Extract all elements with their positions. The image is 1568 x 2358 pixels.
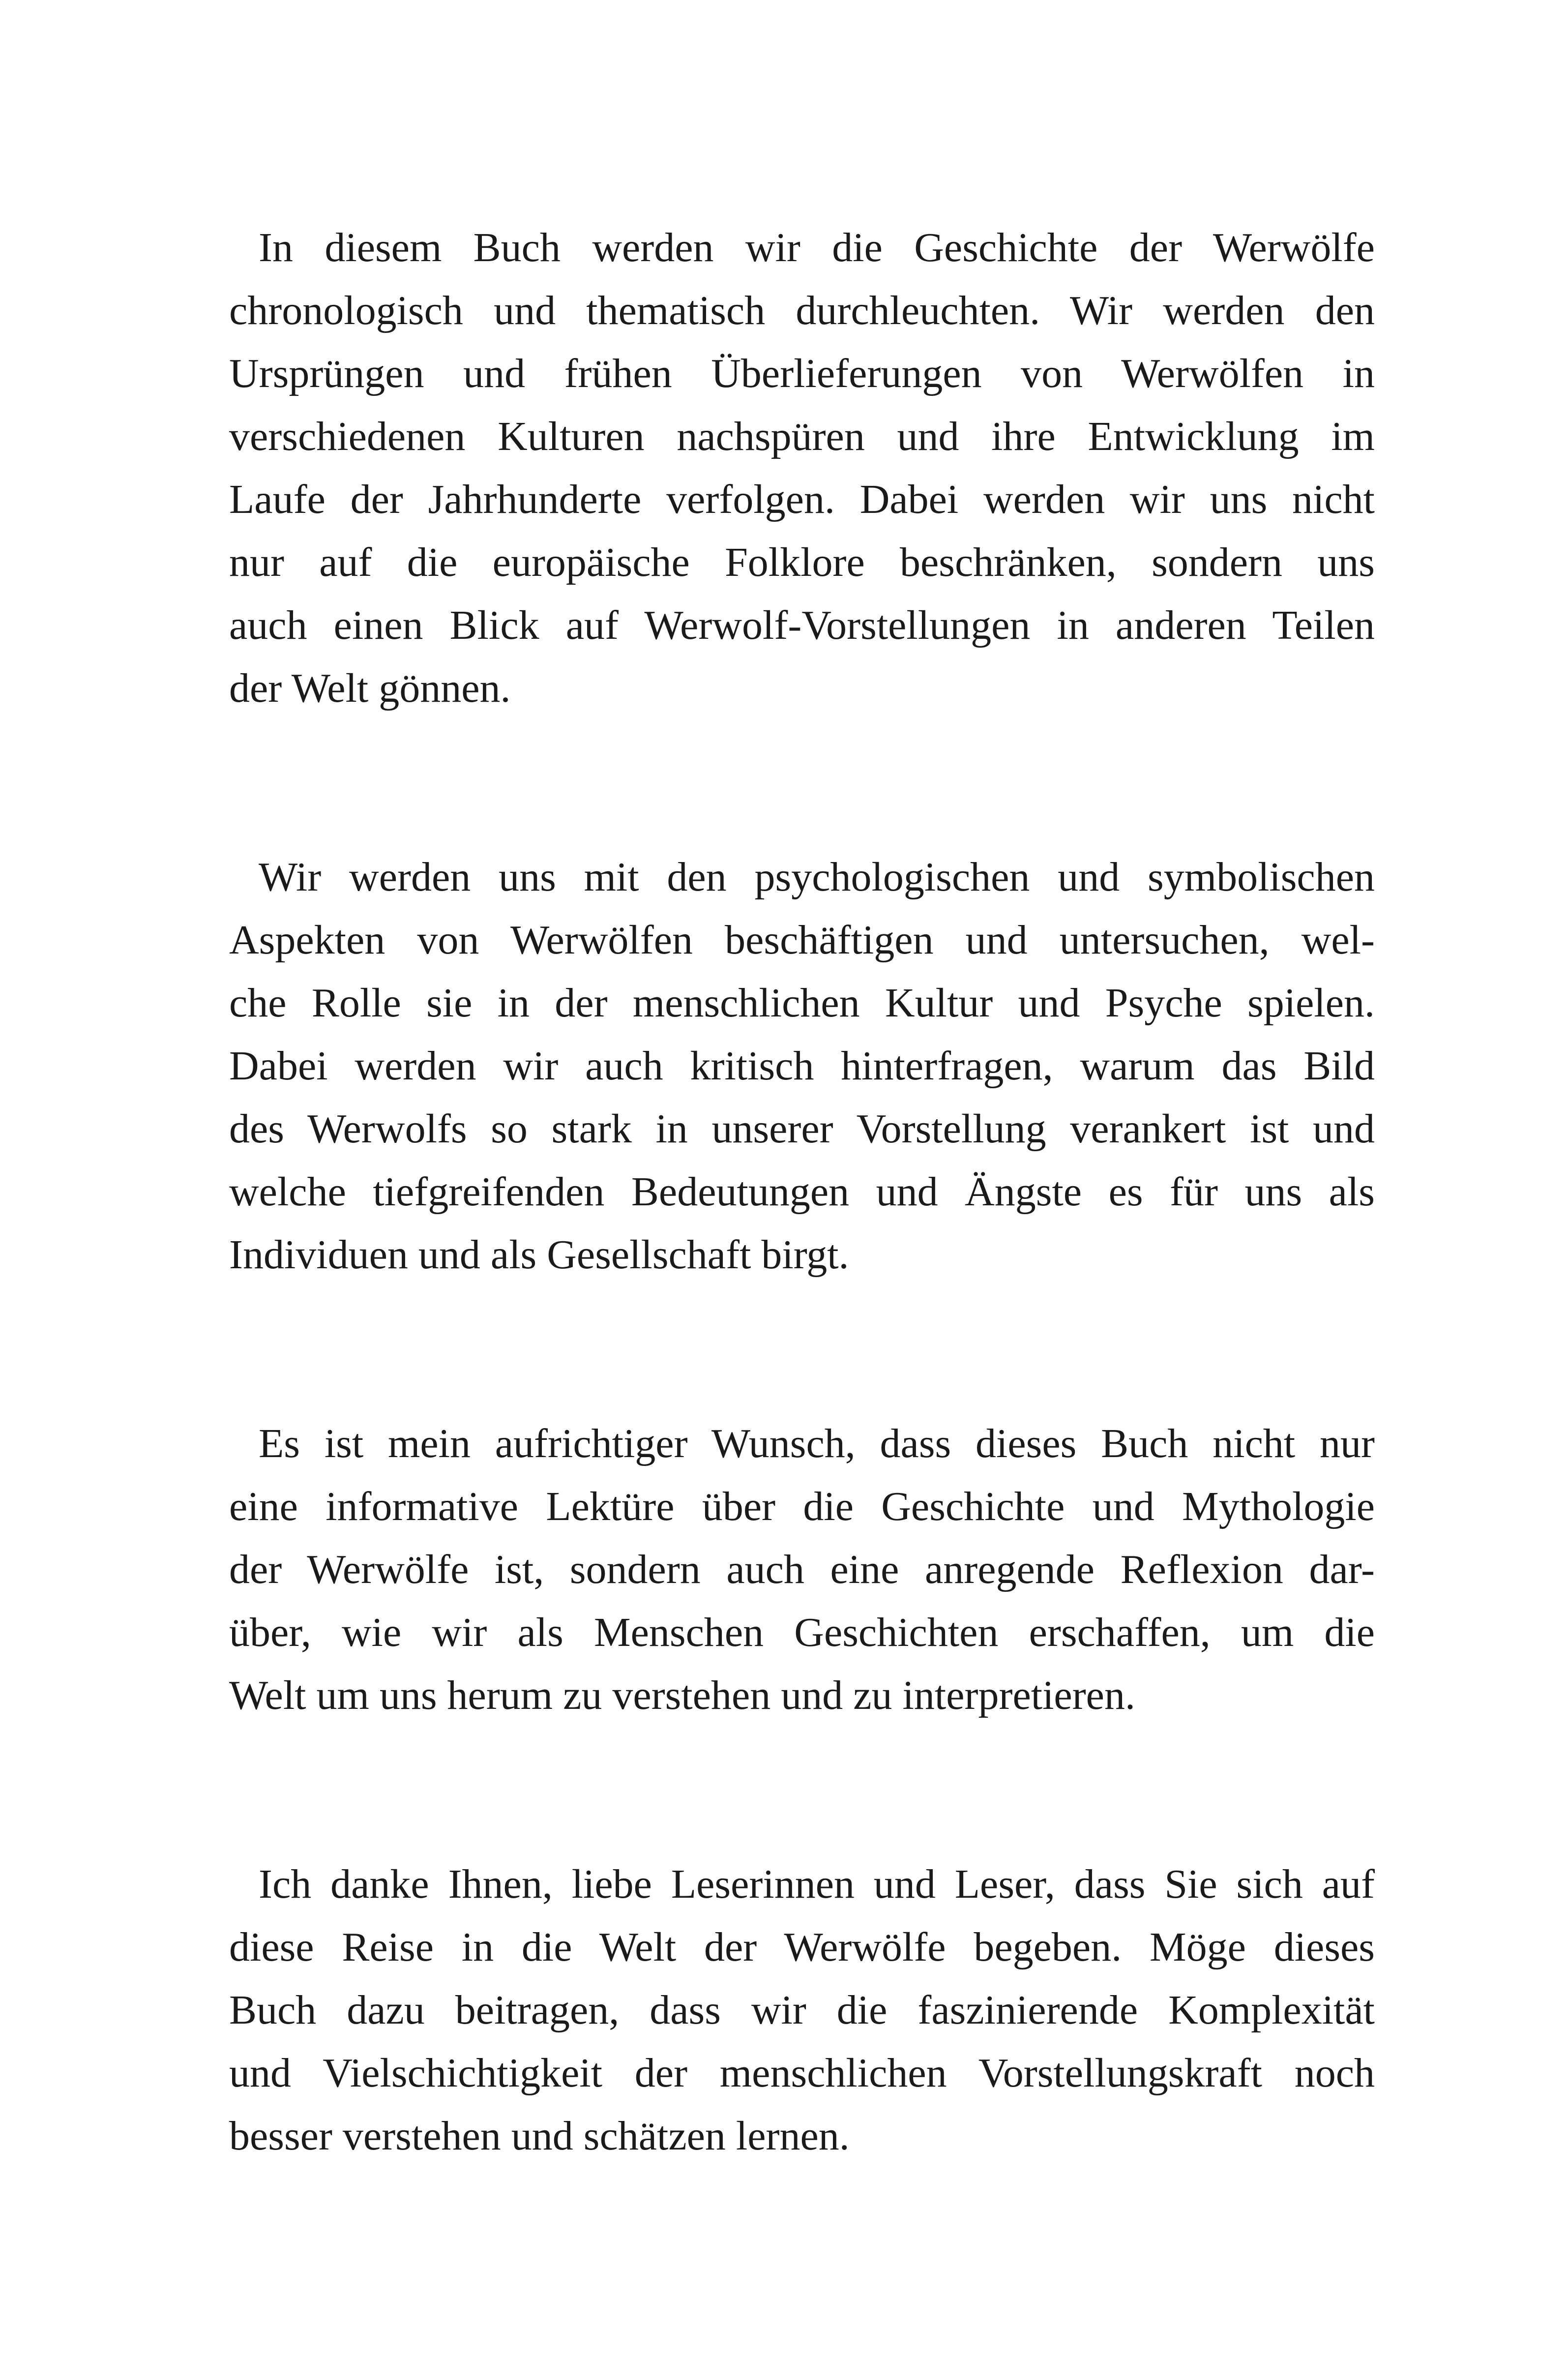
text-line: chronologisch und thematisch durchleuchten. Wir werden den [229,288,1375,333]
text-line: über, wie wir als Menschen Geschichten erschaffen, um die [229,1610,1375,1655]
text-line: Aspekten von Werwölfen beschäftigen und untersuchen, wel- [229,917,1375,963]
paragraph-1 [229,216,1375,720]
paragraph-3 [229,1412,1375,1727]
text-line: welche tiefgreifenden Bedeutungen und Ängste es für uns als [229,1169,1375,1215]
text-line: Wir werden uns mit den psychologischen und symbolischen [259,854,1375,900]
body-text [229,216,1375,2168]
paragraph-2 [229,846,1375,1286]
text-line: auch einen Blick auf Werwolf-Vorstellungen in anderen Teilen [229,602,1375,648]
text-line: und Vielschichtigkeit der menschlichen Vorstellungskraft noch [229,2050,1375,2096]
text-line: che Rolle sie in der menschlichen Kultur und Psyche spielen. [229,980,1375,1026]
text-line: Dabei werden wir auch kritisch hinterfragen, warum das Bild [229,1043,1375,1089]
text-line: Es ist mein aufrichtiger Wunsch, dass dieses Buch nicht nur [259,1421,1375,1466]
text-line: Buch dazu beitragen, dass wir die faszinierende Komplexität [229,1987,1375,2033]
paragraph-gap [229,1727,1375,1853]
paragraph-4 [229,1853,1375,2168]
text-line: nur auf die europäische Folklore beschränken, sondern uns [229,539,1375,585]
text-line: des Werwolfs so stark in unserer Vorstellung verankert ist und [229,1106,1375,1152]
text-line: Laufe der Jahrhunderte verfolgen. Dabei werden wir uns nicht [229,477,1375,522]
text-line: Individuen und als Gesellschaft birgt. [229,1232,849,1278]
text-line: Ursprüngen und frühen Überlieferungen von Werwölfen in [229,351,1375,396]
text-line: verschiedenen Kulturen nachspüren und ihre Entwicklung im [229,414,1375,459]
text-line: eine informative Lektüre über die Geschichte und Mythologie [229,1484,1375,1529]
text-line: der Werwölfe ist, sondern auch eine anregende Reflexion dar- [229,1547,1375,1592]
text-line: Ich danke Ihnen, liebe Leserinnen und Leser, dass Sie sich auf [259,1861,1375,1907]
text-line: diese Reise in die Welt der Werwölfe begeben. Möge dieses [229,1924,1375,1970]
text-line: Welt um uns herum zu verstehen und zu interpretieren. [229,1672,1135,1718]
text-line: besser verstehen und schätzen lernen. [229,2113,850,2159]
text-line: In diesem Buch werden wir die Geschichte der Werwölfe [259,225,1375,270]
paragraph-gap [229,1286,1375,1412]
paragraph-gap [229,720,1375,846]
text-line: der Welt gönnen. [229,665,511,711]
